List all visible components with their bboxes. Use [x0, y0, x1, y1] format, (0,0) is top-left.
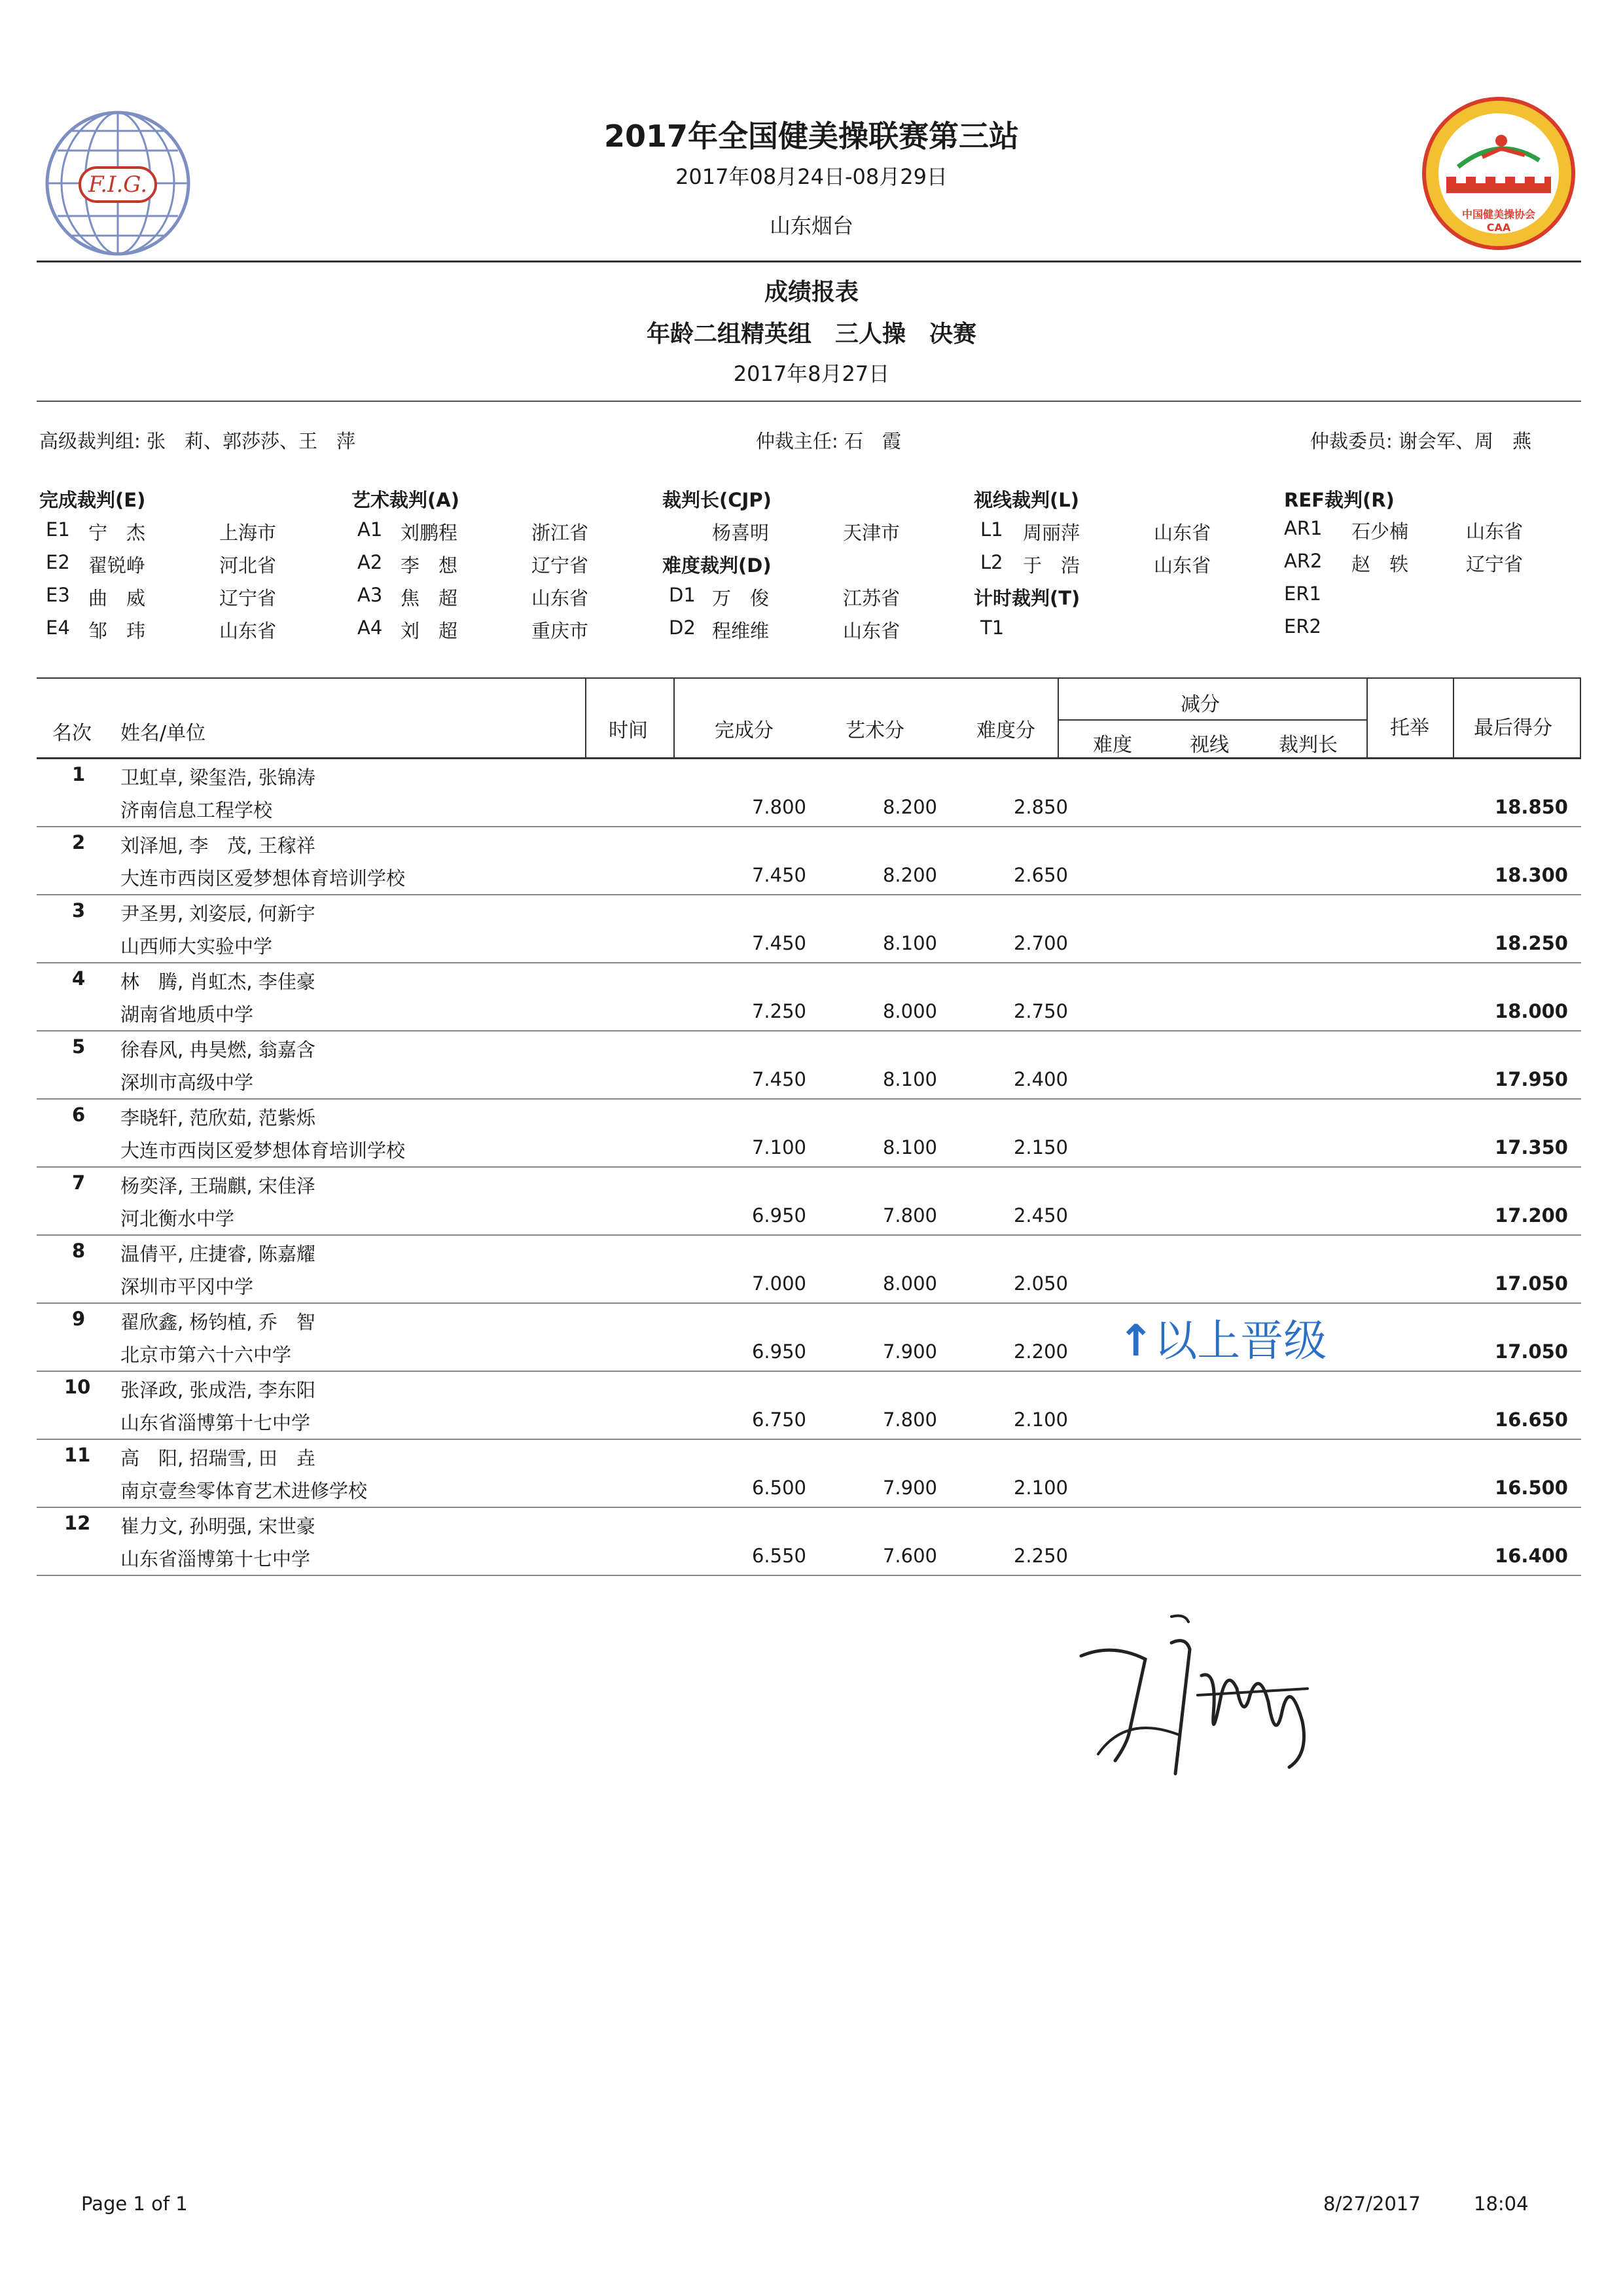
- judge-region: 辽宁省: [219, 587, 277, 609]
- athletes-cell: 尹圣男, 刘姿辰, 何新宇: [120, 903, 315, 925]
- judge-name: 程维维: [712, 620, 770, 642]
- rank-cell: 12: [64, 1512, 91, 1534]
- athletes-cell: 崔力文, 孙明强, 宋世豪: [120, 1515, 315, 1537]
- judge-code: AR1: [1284, 517, 1323, 539]
- judge-region: 山东省: [843, 620, 901, 642]
- athletes-cell: 高 阳, 招瑞雪, 田 垚: [120, 1447, 315, 1469]
- difficulty-score: 2.250: [1013, 1545, 1068, 1567]
- col-ded-difficulty: 难度: [1093, 734, 1132, 757]
- rank-cell: 4: [72, 967, 86, 990]
- final-score: 18.300: [1495, 864, 1568, 886]
- unit-cell: 山东省淄博第十七中学: [120, 1412, 311, 1434]
- difficulty-score: 2.450: [1013, 1204, 1068, 1227]
- page-indicator: Page 1 of 1: [81, 2193, 188, 2215]
- line-judges-title: 视线裁判(L): [974, 489, 1079, 511]
- header-divider: [37, 260, 1581, 262]
- athletes-cell: 张泽政, 张成浩, 李东阳: [120, 1379, 315, 1401]
- table-row: [37, 1030, 1581, 1100]
- judge-code: E3: [46, 584, 70, 606]
- table-row: [37, 1439, 1581, 1508]
- difficulty-score: 2.850: [1013, 796, 1068, 818]
- artistic-score: 7.800: [882, 1204, 937, 1227]
- judge-code: A4: [357, 617, 383, 639]
- unit-cell: 河北衡水中学: [120, 1208, 235, 1230]
- rank-cell: 6: [72, 1103, 86, 1126]
- execution-score: 6.950: [751, 1204, 806, 1227]
- final-score: 17.350: [1495, 1136, 1568, 1158]
- judge-region: 河北省: [219, 554, 277, 577]
- event-location: 山东烟台: [769, 213, 853, 238]
- col-ded-line: 视线: [1190, 734, 1229, 757]
- final-score: 17.200: [1495, 1204, 1568, 1227]
- artistic-score: 8.000: [882, 1000, 937, 1022]
- execution-score: 6.750: [751, 1408, 806, 1431]
- judge-region: 江苏省: [843, 587, 901, 609]
- table-row: [37, 894, 1581, 963]
- unit-cell: 山东省淄博第十七中学: [120, 1548, 311, 1570]
- judge-name: 焦 超: [401, 587, 458, 609]
- rank-cell: 1: [72, 763, 86, 785]
- rank-cell: 2: [72, 831, 86, 853]
- artistic-score: 8.100: [882, 1136, 937, 1158]
- col-rank: 名次: [52, 722, 92, 745]
- report-divider: [37, 401, 1581, 402]
- table-row: [37, 962, 1581, 1031]
- athletes-cell: 卫虹卓, 梁玺浩, 张锦涛: [120, 766, 315, 789]
- final-score: 18.000: [1495, 1000, 1568, 1022]
- unit-cell: 济南信息工程学校: [120, 799, 273, 821]
- judge-name: 刘 超: [401, 620, 458, 642]
- col-time: 时间: [609, 719, 648, 742]
- judge-code: A3: [357, 584, 383, 606]
- difficulty-judges-title: 难度裁判(D): [662, 554, 772, 577]
- arbitration-members: 仲裁委员: 谢会军、周 燕: [1310, 430, 1531, 452]
- page-title: 2017年全国健美操联赛第三站: [603, 118, 1020, 154]
- judge-region: 山东省: [1154, 554, 1211, 577]
- judge-name: 周丽萍: [1023, 522, 1080, 544]
- col-name: 姓名/单位: [120, 722, 206, 745]
- judge-region: 山东省: [531, 587, 589, 609]
- execution-score: 7.450: [751, 932, 806, 954]
- report-date: 2017年8月27日: [733, 361, 890, 386]
- difficulty-score: 2.700: [1013, 932, 1068, 954]
- execution-score: 7.450: [751, 864, 806, 886]
- difficulty-score: 2.100: [1013, 1408, 1068, 1431]
- judge-name: 石少楠: [1351, 520, 1409, 543]
- col-lift: 托举: [1390, 717, 1429, 740]
- arbitration-chief: 仲裁主任: 石 霞: [756, 430, 901, 452]
- judge-code: E2: [46, 551, 70, 573]
- difficulty-score: 2.150: [1013, 1136, 1068, 1158]
- final-score: 16.650: [1495, 1408, 1568, 1431]
- table-row: [37, 826, 1581, 895]
- table-row: [37, 1098, 1581, 1168]
- final-score: 17.950: [1495, 1068, 1568, 1090]
- rank-cell: 5: [72, 1035, 86, 1058]
- judge-name: 翟锐峥: [88, 554, 146, 577]
- col-ded-cjp: 裁判长: [1279, 734, 1338, 757]
- execution-judges-title: 完成裁判(E): [39, 489, 146, 511]
- table-row: [37, 1507, 1581, 1576]
- judge-code: A1: [357, 518, 383, 541]
- unit-cell: 深圳市高级中学: [120, 1071, 254, 1094]
- table-row: [37, 1234, 1581, 1304]
- final-score: 16.500: [1495, 1477, 1568, 1499]
- artistic-score: 7.800: [882, 1408, 937, 1431]
- judge-code: D1: [669, 584, 696, 606]
- execution-score: 6.550: [751, 1545, 806, 1567]
- unit-cell: 北京市第六十六中学: [120, 1344, 292, 1366]
- artistic-score: 8.100: [882, 1068, 937, 1090]
- fig-logo-text: F.I.G.: [88, 171, 148, 198]
- final-score: 17.050: [1495, 1340, 1568, 1363]
- judge-name: 宁 杰: [88, 522, 146, 544]
- execution-score: 6.500: [751, 1477, 806, 1499]
- judge-region: 浙江省: [531, 522, 589, 544]
- athletes-cell: 杨奕泽, 王瑞麒, 宋佳泽: [120, 1175, 315, 1197]
- execution-score: 7.250: [751, 1000, 806, 1022]
- senior-panel: 高级裁判组: 张 莉、郭莎莎、王 萍: [39, 430, 355, 452]
- judge-code: A2: [357, 551, 383, 573]
- col-artistic: 艺术分: [846, 719, 904, 742]
- event-dates: 2017年08月24日-08月29日: [675, 164, 948, 189]
- table-row: [37, 1371, 1581, 1440]
- judge-name: 赵 轶: [1351, 553, 1409, 575]
- report-name: 成绩报表: [764, 279, 859, 306]
- artistic-score: 8.200: [882, 864, 937, 886]
- unit-cell: 大连市西岗区爱梦想体育培训学校: [120, 867, 406, 889]
- col-execution: 完成分: [715, 719, 774, 742]
- artistic-judges-title: 艺术裁判(A): [351, 489, 459, 511]
- execution-score: 7.800: [751, 796, 806, 818]
- col-difficulty: 难度分: [976, 719, 1035, 742]
- results-table-header: [37, 677, 1581, 759]
- caa-logo-text: 中国健美操协会: [1461, 208, 1536, 221]
- judge-region: 山东省: [1466, 520, 1524, 543]
- col-final: 最后得分: [1474, 717, 1552, 740]
- judge-code: ER1: [1284, 583, 1321, 605]
- table-row: [37, 1302, 1581, 1372]
- judge-code: L1: [980, 518, 1003, 541]
- difficulty-score: 2.100: [1013, 1477, 1068, 1499]
- qualified-annotation: [1118, 1306, 1327, 1368]
- difficulty-score: 2.650: [1013, 864, 1068, 886]
- artistic-score: 7.900: [882, 1340, 937, 1363]
- artistic-score: 7.900: [882, 1477, 937, 1499]
- execution-score: 6.950: [751, 1340, 806, 1363]
- execution-score: 7.000: [751, 1272, 806, 1295]
- judge-region: 山东省: [1154, 522, 1211, 544]
- print-date: 8/27/2017: [1323, 2193, 1421, 2215]
- rank-cell: 9: [72, 1308, 86, 1330]
- col-deduction: 减分: [1181, 693, 1220, 716]
- signature: [1073, 1597, 1322, 1806]
- rank-cell: 10: [64, 1376, 91, 1398]
- execution-score: 7.450: [751, 1068, 806, 1090]
- judge-name: 杨喜明: [712, 522, 770, 544]
- judge-code: D2: [669, 617, 696, 639]
- time-judges-title: 计时裁判(T): [974, 587, 1080, 609]
- judge-region: 辽宁省: [1466, 553, 1524, 575]
- rank-cell: 8: [72, 1240, 86, 1262]
- table-row: [37, 1166, 1581, 1236]
- table-row: [37, 758, 1581, 827]
- judge-code: E1: [46, 518, 70, 541]
- artistic-score: 7.600: [882, 1545, 937, 1567]
- difficulty-score: 2.750: [1013, 1000, 1068, 1022]
- judge-name: 刘鹏程: [401, 522, 458, 544]
- cjp-title: 裁判长(CJP): [662, 489, 772, 511]
- artistic-score: 8.000: [882, 1272, 937, 1295]
- unit-cell: 南京壹叁零体育艺术进修学校: [120, 1480, 368, 1502]
- qualified-text: 以上晋级: [1154, 1316, 1327, 1366]
- ref-judges-title: REF裁判(R): [1284, 489, 1395, 511]
- rank-cell: 7: [72, 1172, 86, 1194]
- judge-region: 辽宁省: [531, 554, 589, 577]
- caa-logo-abbr: CAA: [1486, 221, 1511, 234]
- rank-cell: 11: [64, 1444, 91, 1466]
- unit-cell: 山西师大实验中学: [120, 935, 273, 958]
- athletes-cell: 温倩平, 庄捷睿, 陈嘉耀: [120, 1243, 315, 1265]
- athletes-cell: 李晓轩, 范欣茹, 范紫烁: [120, 1107, 315, 1129]
- report-category: 年龄二组精英组 三人操 决赛: [646, 321, 976, 348]
- unit-cell: 大连市西岗区爱梦想体育培训学校: [120, 1139, 406, 1162]
- final-score: 18.850: [1495, 796, 1568, 818]
- judge-region: 山东省: [219, 620, 277, 642]
- final-score: 16.400: [1495, 1545, 1568, 1567]
- athletes-cell: 林 腾, 肖虹杰, 李佳豪: [120, 971, 315, 993]
- rank-cell: 3: [72, 899, 86, 922]
- judge-region: 天津市: [843, 522, 901, 544]
- difficulty-score: 2.200: [1013, 1340, 1068, 1363]
- judge-name: 万 俊: [712, 587, 770, 609]
- judge-code: L2: [980, 551, 1003, 573]
- final-score: 18.250: [1495, 932, 1568, 954]
- final-score: 17.050: [1495, 1272, 1568, 1295]
- judge-name: 曲 威: [88, 587, 146, 609]
- up-arrow-icon: ↑: [1118, 1316, 1154, 1366]
- judge-name: 李 想: [401, 554, 458, 577]
- print-time: 18:04: [1474, 2193, 1529, 2215]
- artistic-score: 8.200: [882, 796, 937, 818]
- unit-cell: 深圳市平冈中学: [120, 1276, 254, 1298]
- athletes-cell: 刘泽旭, 李 茂, 王稼祥: [120, 834, 315, 857]
- judge-code: ER2: [1284, 615, 1321, 637]
- artistic-score: 8.100: [882, 932, 937, 954]
- judge-code: T1: [980, 617, 1005, 639]
- athletes-cell: 徐春风, 冉昊燃, 翁嘉含: [120, 1039, 315, 1061]
- judge-region: 上海市: [219, 522, 277, 544]
- execution-score: 7.100: [751, 1136, 806, 1158]
- judge-name: 邹 玮: [88, 620, 146, 642]
- athletes-cell: 翟欣鑫, 杨钧植, 乔 智: [120, 1311, 315, 1333]
- judge-region: 重庆市: [531, 620, 589, 642]
- judge-name: 于 浩: [1023, 554, 1080, 577]
- difficulty-score: 2.050: [1013, 1272, 1068, 1295]
- difficulty-score: 2.400: [1013, 1068, 1068, 1090]
- judge-code: E4: [46, 617, 70, 639]
- judge-code: AR2: [1284, 550, 1323, 572]
- unit-cell: 湖南省地质中学: [120, 1003, 254, 1026]
